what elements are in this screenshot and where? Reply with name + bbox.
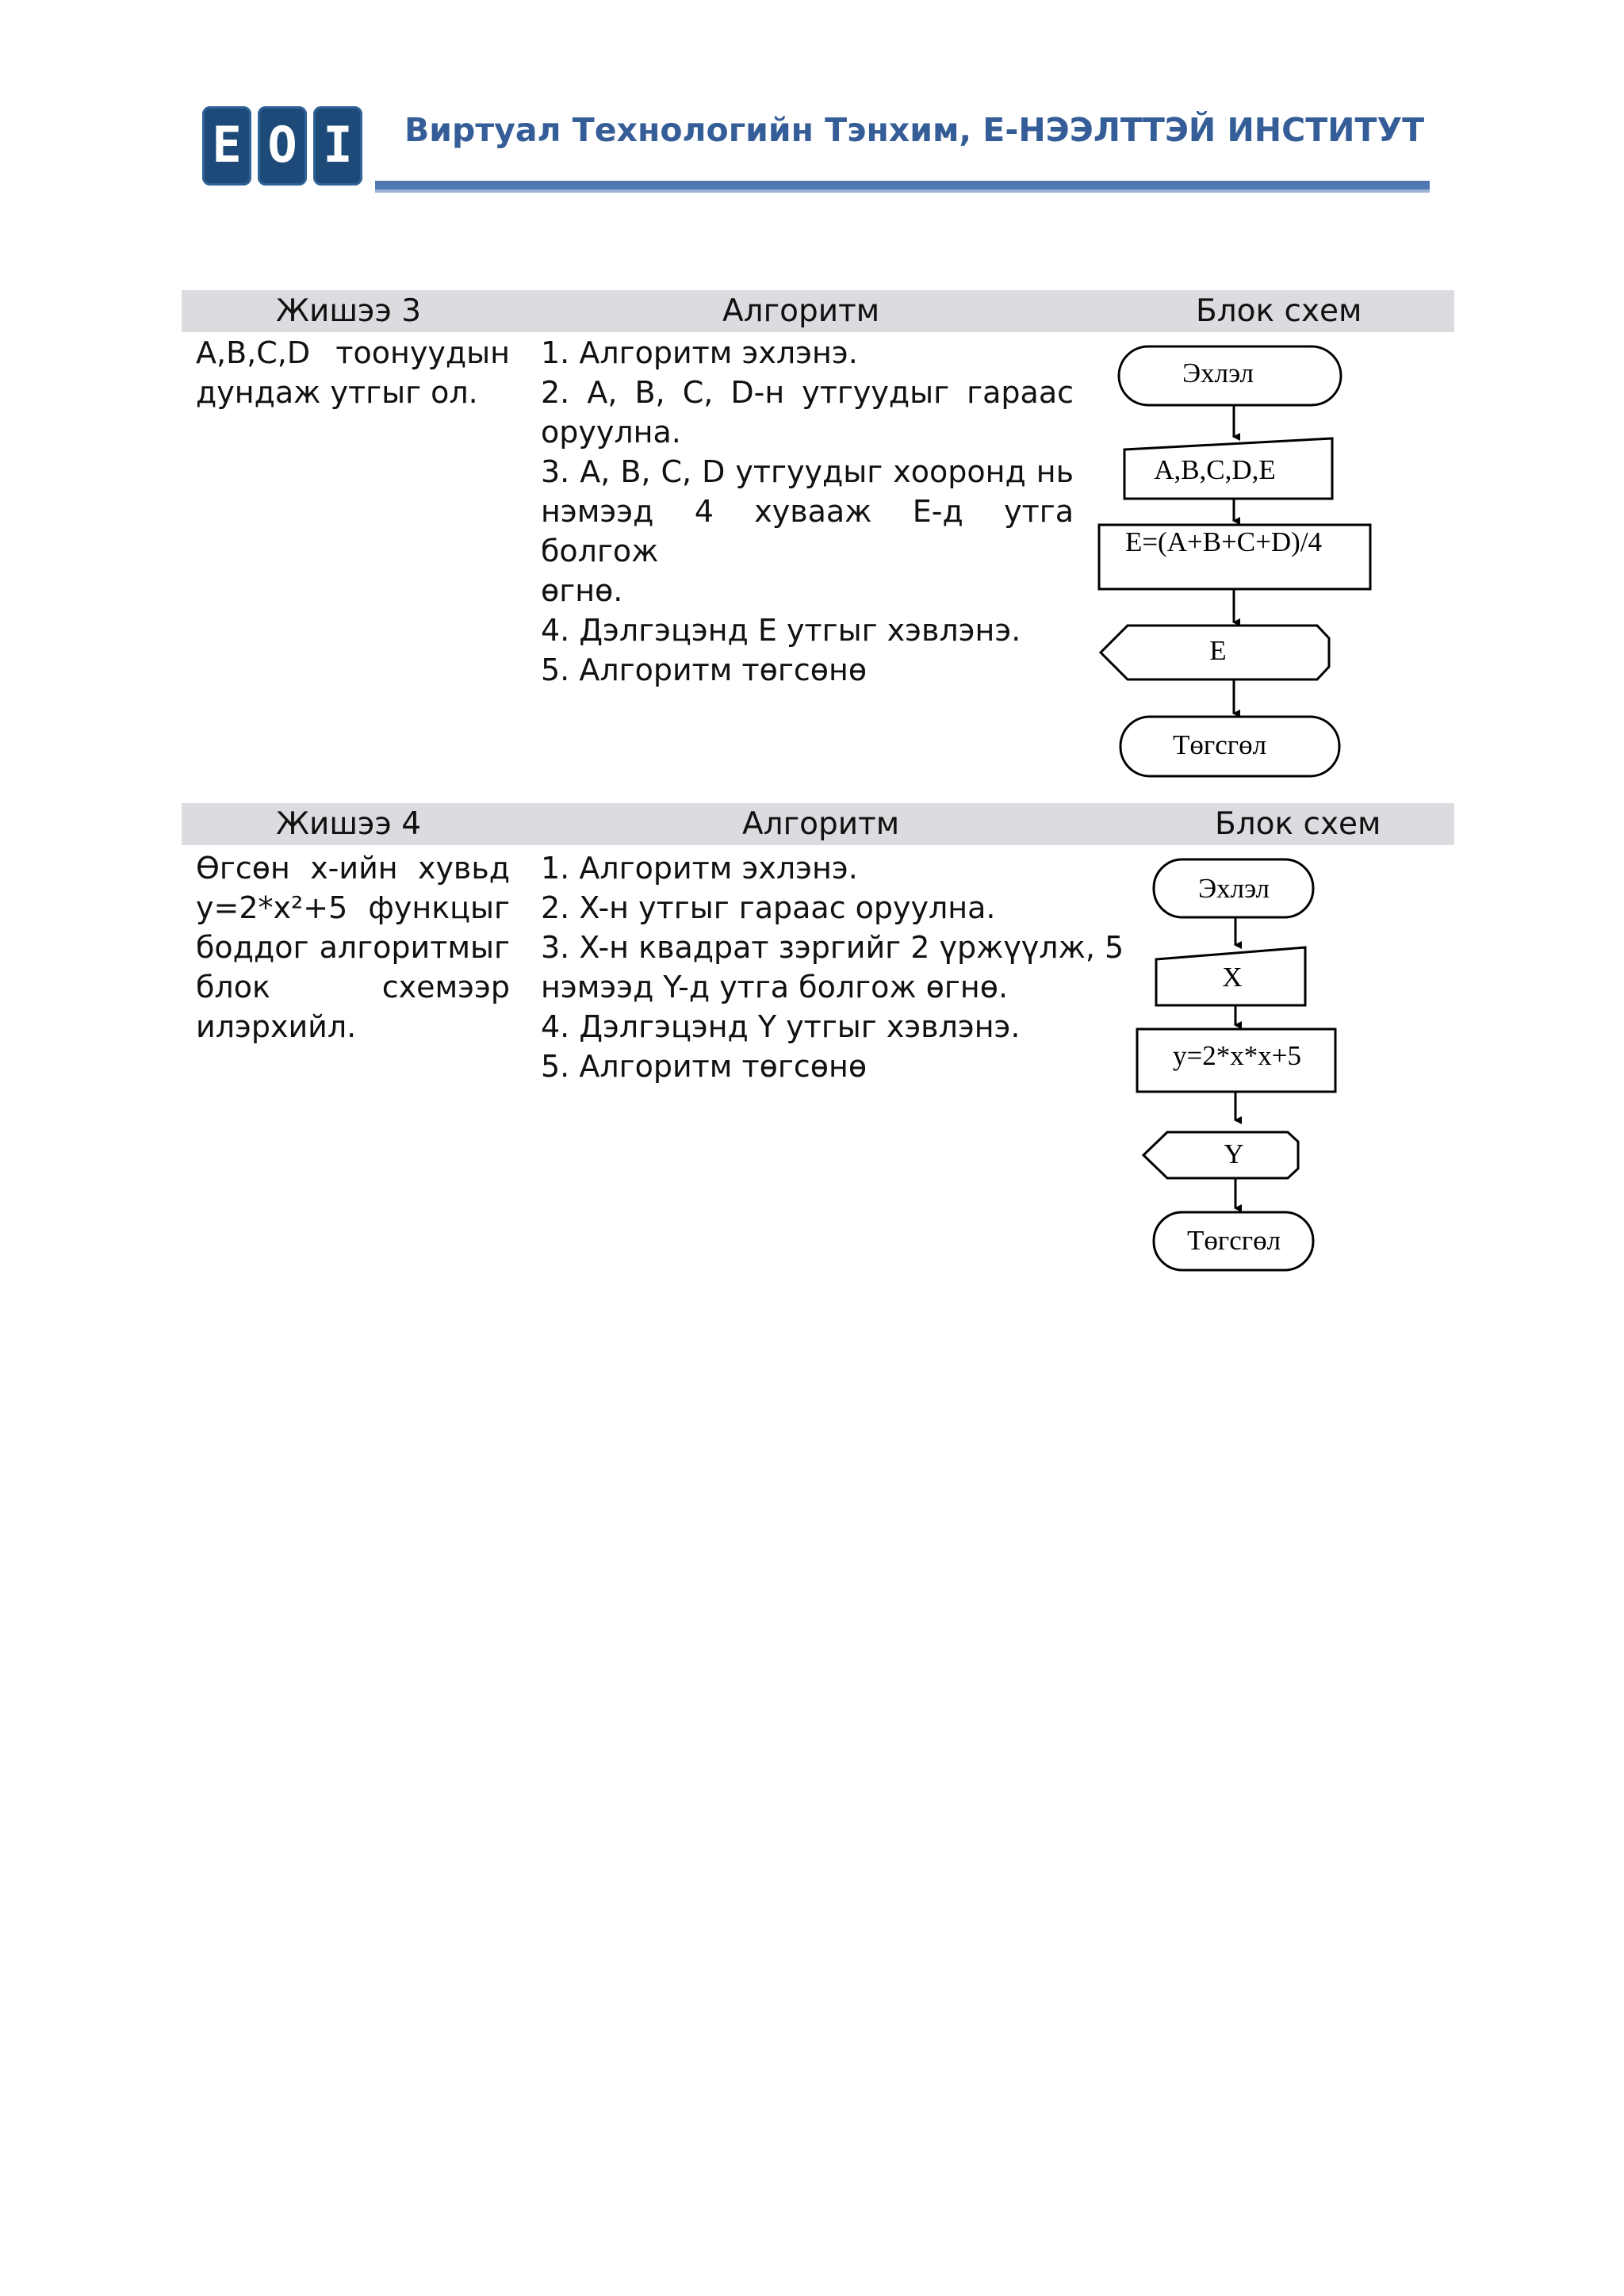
output-display	[1143, 1132, 1298, 1178]
algorithm-step: өгнө.	[541, 573, 623, 608]
algorithm-step: 5. Алгоритм төгсөнө	[541, 652, 868, 687]
flowchart-example-3	[1086, 337, 1388, 793]
algorithm-step: 2. A, B, C, D-н утгуудыг гараас	[541, 375, 1074, 410]
logo-letter-box	[202, 106, 251, 186]
flowchart-process-label: y=2*x*x+5	[1173, 1040, 1301, 1072]
header-rule-thin	[375, 189, 1430, 193]
flowchart-output-label: Y	[1224, 1138, 1244, 1170]
block-scheme-column-header: Блок схем	[1196, 293, 1362, 329]
algorithm-step: оруулна.	[541, 415, 681, 450]
algorithm-column-header: Алгоритм	[742, 806, 900, 842]
task-description	[196, 848, 510, 1047]
algorithm-step: 4. Дэлгэцэнд Y утгыг хэвлэнэ.	[541, 1009, 1021, 1044]
flowchart-end-label: Төгсгөл	[1186, 1225, 1281, 1257]
task-line: боддог алгоритмыг	[196, 930, 510, 965]
task-line: Өгсөн x-ийн хувьд	[196, 851, 510, 886]
algorithm-step: 5. Алгоритм төгсөнө	[541, 1049, 868, 1084]
task-description	[196, 333, 510, 412]
algorithm-step: нэмээд 4 хувааж Е-д утга болгож	[541, 494, 1074, 568]
header-rule	[375, 181, 1430, 189]
algorithm-steps	[541, 848, 1124, 1086]
algorithm-column-header: Алгоритм	[722, 293, 880, 329]
logo-letter: I	[323, 116, 353, 174]
task-line: илэрхийл.	[196, 1009, 357, 1044]
algorithm-step: 3. A, B, C, D утгуудыг хооронд нь	[541, 454, 1074, 489]
flowchart-input-label: A,B,C,D,E	[1154, 454, 1276, 486]
example-label: Жишээ 3	[276, 293, 422, 329]
task-line: блок схемээр	[196, 970, 510, 1004]
flowchart-process-label: E=(A+B+C+D)/4	[1124, 526, 1323, 558]
algorithm-step: 2. X-н утгыг гараас оруулна.	[541, 890, 996, 925]
algorithm-step: нэмээд Y-д утга болгож өгнө.	[541, 970, 1009, 1004]
flowchart-start-label: Эхлэл	[1182, 358, 1254, 389]
logo-letter: O	[267, 116, 297, 174]
page-header-title: Виртуал Технологийн Тэнхим, Е-НЭЭЛТТЭЙ ИНСТИТУТ	[404, 111, 1425, 149]
flowchart-input-label: X	[1222, 962, 1243, 993]
eoi-logo	[202, 106, 362, 186]
task-line: A,B,C,D тоонуудын	[196, 335, 510, 370]
algorithm-steps	[541, 333, 1074, 690]
algorithm-step: 1. Алгоритм эхлэнэ.	[541, 851, 858, 886]
flowchart-end-label: Төгсгөл	[1172, 729, 1267, 761]
flowchart-start-label: Эхлэл	[1198, 873, 1270, 905]
algorithm-step: 1. Алгоритм эхлэнэ.	[541, 335, 858, 370]
logo-letter: E	[212, 116, 242, 174]
example-label: Жишээ 4	[276, 806, 422, 842]
logo-letter-box	[258, 106, 307, 186]
task-line: y=2*x²+5 функцыг	[196, 890, 510, 925]
block-scheme-column-header: Блок схем	[1215, 806, 1381, 842]
algorithm-step: 4. Дэлгэцэнд Е утгыг хэвлэнэ.	[541, 613, 1021, 648]
logo-letter-box	[313, 106, 362, 186]
task-line: дундаж утгыг ол.	[196, 375, 478, 410]
flowchart-output-label: E	[1209, 635, 1227, 667]
flowchart-example-4	[1154, 856, 1352, 1284]
algorithm-step: 3. X-н квадрат зэргийг 2 үржүүлж, 5	[541, 930, 1124, 965]
